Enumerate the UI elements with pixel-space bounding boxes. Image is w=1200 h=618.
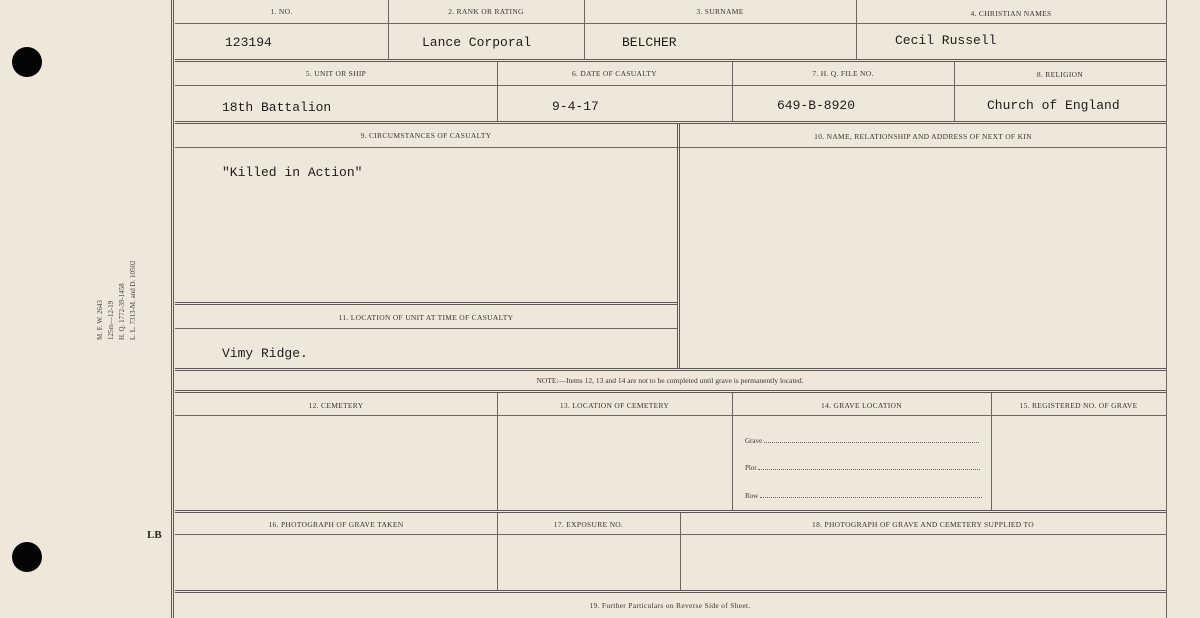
location-of-cemetery-label: 13. LOCATION OF CEMETERY: [559, 401, 670, 410]
grave-row-row: Row: [745, 492, 982, 500]
rule: [175, 415, 1166, 416]
rule: [175, 23, 1166, 24]
side-mark: LB: [147, 529, 162, 541]
unit-label: 5. UNIT OR SHIP: [305, 69, 367, 78]
registered-no-label: 15. REGISTERED NO. OF GRAVE: [1019, 401, 1138, 410]
surname-value: BELCHER: [622, 35, 677, 50]
unit-value: 18th Battalion: [222, 100, 332, 115]
exposure-no-label: 17. EXPOSURE NO.: [553, 520, 624, 529]
no-value: 123194: [225, 35, 272, 50]
rule: [175, 302, 677, 305]
photo-supplied-label: 18. PHOTOGRAPH OF GRAVE AND CEMETERY SUPPLIED TO: [812, 520, 1034, 529]
rule: [175, 590, 1166, 593]
binder-hole-bottom: [12, 542, 42, 572]
grave-row-grave: Grave: [745, 437, 979, 445]
grave-location-label: 14. GRAVE LOCATION: [821, 401, 902, 410]
hq-file-no-value: 649-B-8920: [777, 98, 856, 113]
rule: [175, 534, 1166, 535]
christian-names-label: 4. CHRISTIAN NAMES: [970, 9, 1052, 18]
no-label: 1. NO.: [270, 7, 293, 16]
note-text: NOTE:—Items 12, 13 and 14 are not to be completed until grave is permanently located.: [536, 376, 804, 385]
hq-file-no-label: 7. H. Q. FILE NO.: [812, 69, 874, 78]
rule: [175, 368, 1166, 371]
rule: [991, 393, 992, 510]
rule: [732, 393, 733, 510]
circumstances-value: "Killed in Action": [222, 165, 363, 180]
rank-label: 2. RANK OR RATING: [448, 7, 524, 16]
rank-value: Lance Corporal: [422, 35, 532, 50]
rule: [175, 147, 1166, 148]
rule: [677, 124, 680, 368]
cemetery-label: 12. CEMETERY: [308, 401, 364, 410]
footer-note: 19. Further Particulars on Reverse Side of Sheet.: [589, 601, 751, 610]
rule: [497, 393, 498, 510]
circumstances-label: 9. CIRCUMSTANCES OF CASUALTY: [360, 131, 492, 140]
religion-label: 8. RELIGION: [1036, 70, 1084, 79]
binder-hole-top: [12, 47, 42, 77]
next-of-kin-label: 10. NAME, RELATIONSHIP AND ADDRESS OF NEXT OF KIN: [814, 132, 1032, 141]
location-of-unit-value: Vimy Ridge.: [222, 346, 308, 361]
grave-row-plot: Plot: [745, 464, 980, 472]
frame-right-border: [1166, 0, 1167, 618]
frame-left-border: [171, 0, 174, 618]
photo-taken-label: 16. PHOTOGRAPH OF GRAVE TAKEN: [268, 520, 404, 529]
christian-names-value: Cecil Russell: [895, 33, 997, 48]
rule: [175, 390, 1166, 393]
rule: [175, 85, 1166, 86]
date-of-casualty-label: 6. DATE OF CASUALTY: [571, 69, 657, 78]
date-of-casualty-value: 9-4-17: [552, 99, 599, 114]
rule: [175, 59, 1166, 62]
location-of-unit-label: 11. LOCATION OF UNIT AT TIME OF CASUALTY: [338, 313, 514, 322]
form-print-code: M. F. W. 2643 125m—12-19 H. Q. 1772-39-1458 L. L. 7313-M. and D. 10502: [96, 260, 137, 340]
religion-value: Church of England: [987, 98, 1120, 113]
rule: [175, 510, 1166, 513]
rule: [175, 121, 1166, 124]
rule: [175, 328, 677, 329]
surname-label: 3. SURNAME: [696, 7, 744, 16]
